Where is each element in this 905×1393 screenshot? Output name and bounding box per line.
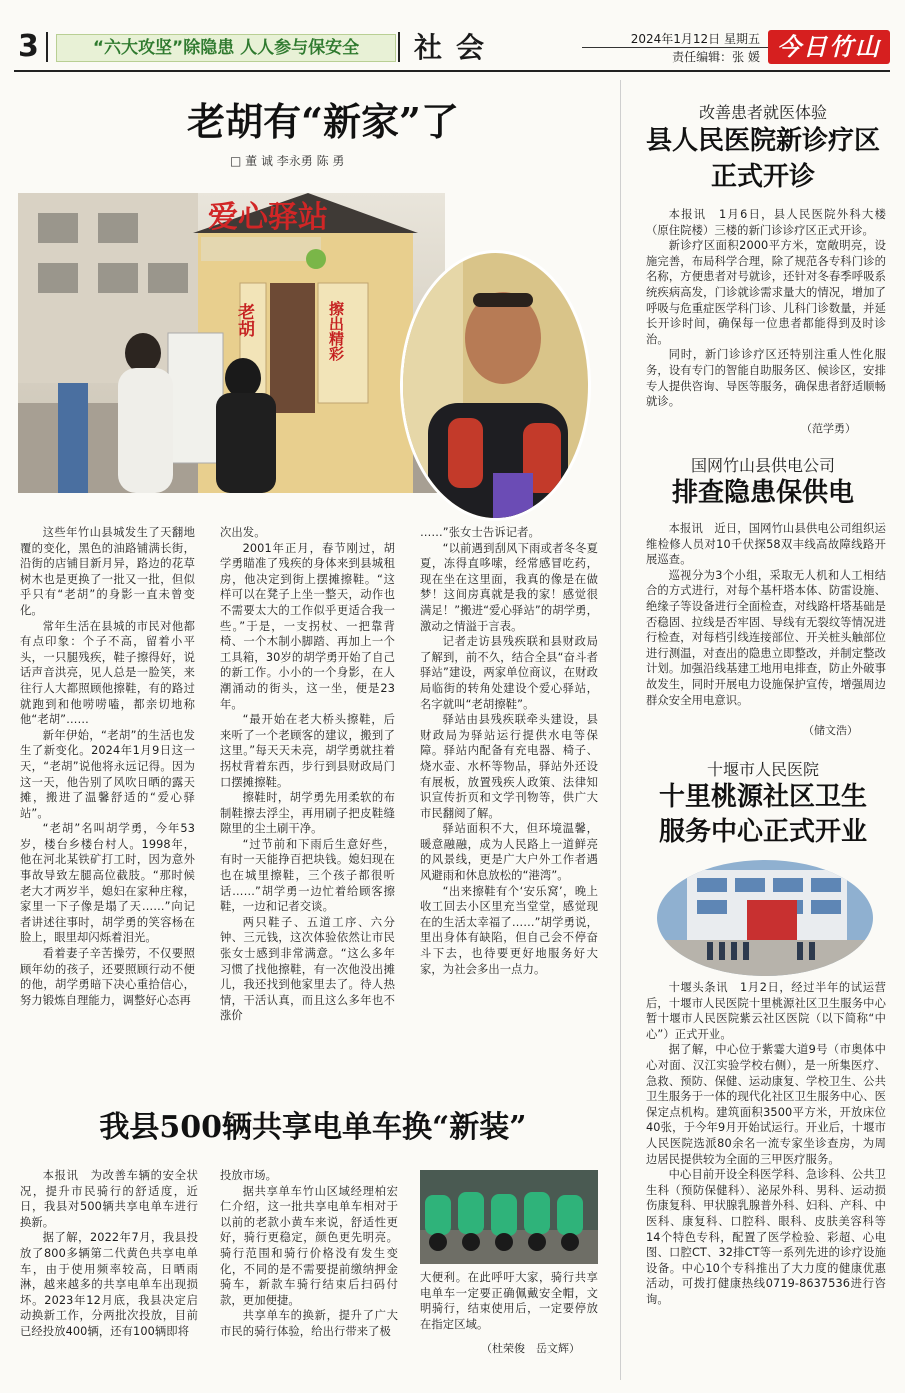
clinic-body bbox=[646, 980, 886, 1307]
issue-date: 2024年1月12日 星期五 bbox=[630, 32, 760, 46]
clinic-headline-1: 十里桃源社区卫生 bbox=[658, 782, 867, 812]
main-column-1 bbox=[20, 525, 195, 1008]
paragraph: ……”张女士告诉记者。 bbox=[420, 526, 540, 539]
main-column-2 bbox=[220, 525, 395, 1024]
paragraph: 据了解，中心位于紫霎大道9号（市奥体中心对面、汉江实验学校右侧），是一所集医疗、急救、预防、保健、运动康复、学校卫生、公共卫生服务于一体的现代化社区卫生服务中心、医保定点机构。建筑面积3500平方米，开放床位40张，于今年9月开始试运行。开业后，十堰市人民医院选派80余名一流专家坐诊查房，为周边居民提供较为全面的三甲医疗服务。 bbox=[646, 1043, 886, 1166]
paragraph: 大便利。在此呼吁大家，骑行共享电单车一定要正确佩戴安全帽，文明骑行，结束使用后，一定要停放在指定区域。 bbox=[420, 1271, 598, 1331]
paragraph: 十堰头条讯 1月2日，经过半年的试运营后，十堰市人民医院十里桃源社区卫生服务中心暂十堰市人民医院紫云社区医院（以下简称“中心”）正式开业。 bbox=[646, 981, 886, 1041]
bike-column-1 bbox=[20, 1168, 198, 1340]
paragraph: 本报讯 近日，国网竹山县供电公司组织运维检修人员对10千伏探58双丰线高故障线路开展巡查。 bbox=[646, 522, 886, 567]
column-separator bbox=[620, 80, 621, 1380]
paragraph: 这些年竹山县城发生了天翻地覆的变化，黑色的油路铺满长街，沿街的店铺目新月异，路边的花草树木也是更换了一批又一批，但似乎只有“老胡”的身影一直未曾变化。 bbox=[20, 526, 195, 617]
power-headline: 排查隐患保供电 bbox=[671, 478, 854, 508]
bike-credit: （杜荣俊 岳文辉） bbox=[481, 1342, 580, 1355]
paragraph: 本报讯 为改善车辆的安全状况，提升市民骑行的舒适度，近日，我县对500辆共享电单车进行换新。 bbox=[20, 1169, 198, 1229]
newspaper-logo: 今日竹山 bbox=[768, 30, 890, 64]
paragraph: 常年生活在县城的市民对他都有点印象：个子不高，留着小平头，一只腿残疾，鞋子擦得好，说话声音洪亮，见人总是一脸笑，来往行人大都照顾他擦鞋，有的路过就跑到和他唠唠嗑，都亲切地称他“老胡”…… bbox=[20, 619, 195, 727]
kiosk-side-text-right: 擦出精彩 bbox=[327, 301, 345, 361]
kiosk-scene-image bbox=[18, 193, 445, 493]
slogan-banner: “六大攻坚”除隐患 人人参与保安全 bbox=[56, 34, 396, 62]
paragraph: 巡视分为3个小组，采取无人机和人工相结合的方式进行，对每个基杆塔本体、防雷设施、绝缘子等设备进行全面检查，对线路杆塔基础是否稳固、拉线是否牢固、导线有无裂纹等情况进行检查，对每档引线连接部位、开关桩头触部位进行测温，对查出的隐患立即整改，并制定整改计划。加强沿线基建工地用电排查，防止外破事故发生，同时开展电力设施保护宣传，增强周边群众安全用电意识。 bbox=[646, 568, 886, 707]
bike-photo bbox=[420, 1170, 598, 1264]
bike-headline: 我县500辆共享电单车换“新装” bbox=[99, 1110, 527, 1145]
paragraph: 投放市场。 bbox=[220, 1169, 277, 1182]
paragraph: “老胡”名叫胡学勇，今年53岁，楼台乡楼台村人。1998年，他在河北某铁矿打工时，因为意外事故导致左腿高位截肢。“那时候老大才两岁半，媳妇在家种庄稼，家里一下子像是塌了天……”向记者讲述往事时，胡学勇的笑容杨在脸上，眼里却闪烁着泪光。 bbox=[20, 822, 195, 945]
paragraph: 据了解，2022年7月，我县投放了800多辆第二代黄色共享电单车，由于使用频率较高，日晒雨淋，越来越多的共享电单车出现损坏。2023年12月底，我县决定启动换新工作，分两批次投放，目前已经投放400辆，还有100辆即将 bbox=[20, 1231, 198, 1338]
main-photo-portrait bbox=[400, 250, 591, 521]
portrait-image bbox=[403, 253, 588, 518]
paragraph: 本报讯 1月6日，县人民医院外科大楼（原住院楼）三楼的新门诊诊疗区正式开诊。 bbox=[646, 208, 886, 237]
clinic-opening-image bbox=[657, 860, 873, 976]
paragraph: “最开始在老大桥头擦鞋，后来听了一个老顾客的建议，搬到了这里。”每天天未亮，胡学勇就拄着拐杖背着东西，步行到县财政局门口摆摊擦鞋。 bbox=[220, 713, 395, 789]
paragraph: 驿站由县残疾联牵头建设，县财政局为驿站运行提供水电等保障。驿站内配备有充电器、椅子、烧水壶、水杯等物品，驿站外还设有展板，放置残疾人政策、法律知识宣传折页和文学刊物等，供广大市民翻阅了解。 bbox=[420, 713, 598, 820]
masthead-rule bbox=[582, 47, 768, 48]
hospital-body bbox=[646, 207, 886, 410]
hospital-headline-2: 正式开诊 bbox=[710, 162, 815, 192]
hospital-kicker: 改善患者就医体验 bbox=[698, 103, 827, 122]
clinic-kicker: 十堰市人民医院 bbox=[706, 760, 819, 779]
hospital-credit: （范学勇） bbox=[801, 422, 856, 435]
paragraph: 看着妻子辛苦操劳，不仅要照顾年幼的孩子，还要照顾行动不便的他，胡学勇暗下决心重拾信心，努力锻炼自理能力，调整好心态再 bbox=[20, 947, 195, 1007]
paragraph: 两只鞋子、五道工序、六分钟、三元钱，这次体验依然让市民张女士感到非常满意。“这么多年习惯了找他擦鞋，有一次他没出摊儿，我还找到他家里去了。待人热情，干活认真，而且这么多年也不涨价 bbox=[220, 915, 395, 1023]
main-column-3 bbox=[420, 525, 598, 977]
paragraph: 据共享单车竹山区域经理柏宏仁介绍，这一批共享电单车相对于以前的老款小黄车来说，舒适性更好，骑行更稳定，颜色更先明亮。骑行范围和骑行价格没有发生变化，不同的是不需要提前缴纳押金骑车，新款车骑行结束后扫码付款，更加便捷。 bbox=[220, 1184, 398, 1307]
kiosk-sign-text: 爱心驿站 bbox=[208, 200, 328, 235]
clinic-headline-2: 服务中心正式开业 bbox=[658, 817, 867, 847]
section-title: 社会 bbox=[414, 31, 499, 64]
power-body bbox=[646, 521, 886, 708]
paragraph: 次出发。 bbox=[220, 526, 266, 539]
paragraph: 中心目前开设全科医学科、急诊科、公共卫生科（预防保健科）、泌尿外科、男科、运动损伤康复科、甲状腺乳腺普外科、妇科、产科、中医科、康复科、口腔科、眼科、皮肤美容科等14个特色专科，配置了医学检验、彩超、心电图、口腔CT、32排CT等一系列先进的诊疗设施设备。中心10个专科推出了大力度的健康优惠活动，可拨打健康热线0719-8637536进行咨询。 bbox=[646, 1168, 886, 1306]
power-credit: （储文浩） bbox=[803, 724, 858, 737]
paragraph: “以前遇到刮风下雨或者冬冬夏夏，冻得直哆嗦，经常感冒吃药，现在坐在这里面，我真的像是在做梦！这间房真就是我的家！感觉很满足！”搬进“爱心驿站”的胡学勇，激动之情溢于言表。 bbox=[420, 541, 598, 633]
masthead-bottom-rule bbox=[14, 70, 890, 72]
paragraph: 共享单车的换新，提升了广大市民的骑行体验，给出行带来了极 bbox=[220, 1309, 398, 1338]
paragraph: 新诊疗区面积2000平方米，宽敞明亮，设施完善，布局科学合理，除了规范各专科门诊的名称，方便患者对号就诊，还针对冬春季呼吸系统疾病高发，门诊就诊需求量大的情况，增加了呼吸与危重症医学科门诊、儿科门诊数量，并延长开诊时间，确保每一位患者都能得到及时诊治。 bbox=[646, 239, 886, 346]
page-number: 3 bbox=[18, 29, 39, 64]
kiosk-side-text-left: 老胡 bbox=[234, 303, 254, 337]
paragraph: “出来擦鞋有个‘安乐窝’，晚上收工回去小区里充当堂堂，感觉现在的生活太幸福了……”胡学勇说，里出身体有缺陷，但自己会不停奋斗下去，也待要更好地服务好大家，为社会多出一点力。 bbox=[420, 884, 598, 976]
paragraph: 新年伊始，“老胡”的生活也发生了新变化。2024年1月9日这一天，“老胡”说他将永远记得。因为这一天，他告别了风吹日晒的露天摊，搬进了温馨舒适的“爱心驿站”。 bbox=[20, 728, 195, 820]
bike-column-2 bbox=[220, 1168, 398, 1340]
clinic-photo bbox=[657, 860, 873, 976]
main-headline: 老胡有“新家”了 bbox=[187, 99, 459, 144]
paragraph: 同时，新门诊诊疗区还特别注重人性化服务，设有专门的智能自助服务区、候诊区，安排专人提供咨询、导医等服务，确保患者舒适顺畅就诊。 bbox=[646, 348, 886, 409]
paragraph: 擦鞋时，胡学勇先用柔软的布制鞋擦去浮尘，再用刷子把皮鞋缝隙里的尘土刷干净。 bbox=[220, 791, 395, 836]
masthead-divider bbox=[46, 32, 48, 62]
paragraph: 记者走访县残疾联和县财政局了解到，前不久，结合全县“奋斗者驿站”建设，两家单位商议，在财政局临街的转角处建设个爱心驿站，名字就叫“老胡擦鞋”。 bbox=[420, 635, 598, 711]
hospital-headline-1: 县人民医院新诊疗区 bbox=[645, 126, 880, 156]
paragraph: 2001年正月，春节刚过，胡学勇瞄准了残疾的身体来到县城租房，他决定到街上摆摊擦鞋。“这样可以在凳子上坐一整天，动作也不需要太大的工作似乎更适合我一些。”于是，一支拐杖、一把靠背椅、一个木制小脚踏、再加上一个工具箱，30岁的胡学勇开始了自己的新工作。小小的一个身影，在人潮涌动的街头，这一坐，便是23年。 bbox=[220, 541, 395, 711]
power-kicker: 国网竹山县供电公司 bbox=[690, 456, 835, 475]
main-photo-kiosk bbox=[18, 193, 445, 493]
responsible-editor: 责任编辑：张 媛 bbox=[672, 50, 760, 64]
masthead-divider bbox=[398, 32, 400, 62]
main-byline: □ 董 诚 李永勇 陈 勇 bbox=[230, 154, 345, 168]
paragraph: 驿站面积不大，但环境温馨，暖意融融，成为人民路上一道鲜亮的风景线，更是广大户外工作者遇风避雨和休息放松的“港湾”。 bbox=[420, 822, 598, 883]
bike-column-3 bbox=[420, 1270, 598, 1332]
bikes-image bbox=[420, 1170, 598, 1264]
paragraph: “过节前和下雨后生意好些，有时一天能挣百把块钱。媳妇现在也在城里擦鞋，三个孩子都很听话……”胡学勇一边忙着给顾客擦鞋，一边和记者交谈。 bbox=[220, 837, 395, 914]
